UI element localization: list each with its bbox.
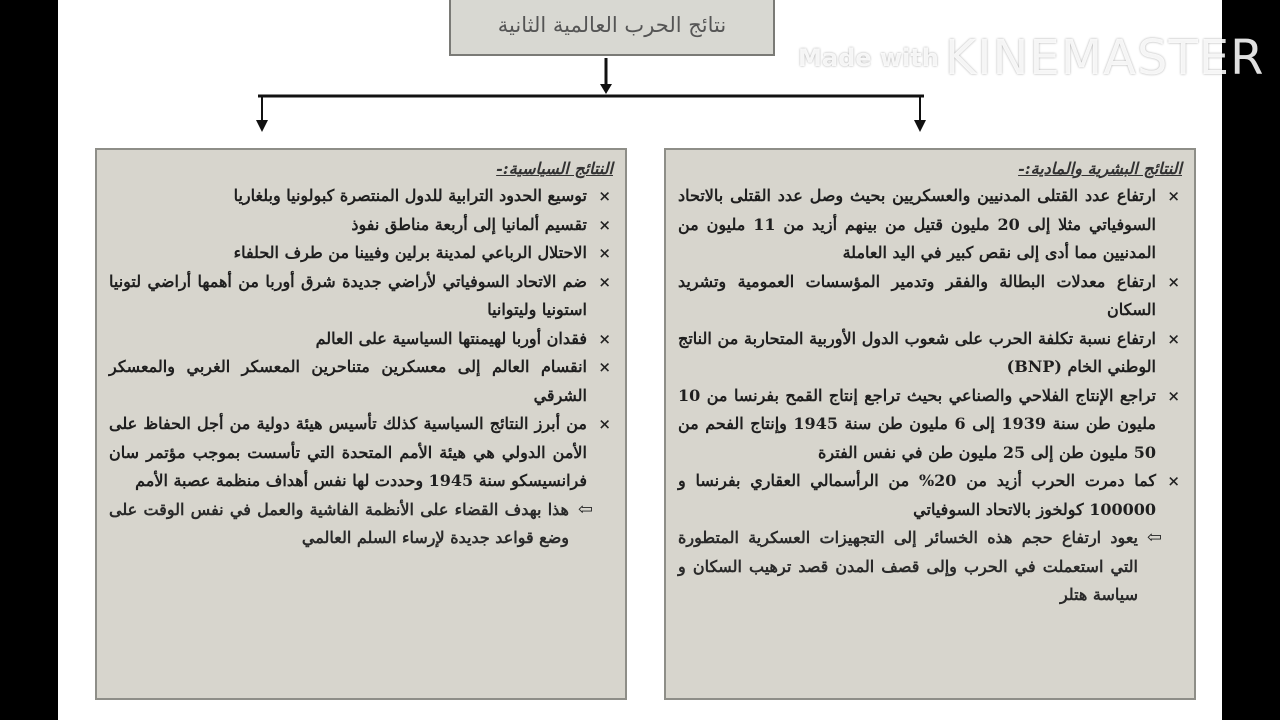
list-item: × فقدان أوربا لهيمنتها السياسية على العالم	[109, 325, 613, 354]
x-bullet-icon: ×	[598, 215, 611, 234]
x-bullet-icon: ×	[598, 272, 611, 291]
document-page	[58, 0, 1222, 720]
list-item: × ارتفاع معدلات البطالة والفقر وتدمير المؤسسات العمومية وتشريد السكان	[678, 268, 1182, 325]
diagram-title: نتائج الحرب العالمية الثانية	[449, 0, 775, 56]
human-material-results-panel	[664, 148, 1196, 700]
list-item: × كما دمرت الحرب أزيد من 20% من الرأسمالي العقاري بفرنسا و 100000 كولخوز بالاتحاد السوفياتي	[678, 467, 1182, 524]
x-bullet-icon: ×	[1167, 329, 1180, 348]
x-bullet-icon: ×	[598, 415, 611, 433]
x-bullet-icon: ×	[1167, 187, 1180, 205]
x-bullet-icon: ×	[1167, 272, 1180, 291]
x-bullet-icon: ×	[598, 187, 611, 205]
watermark-brand: KINEMASTER	[944, 30, 1265, 86]
list-item: × تراجع الإنتاج الفلاحي والصناعي بحيث تراجع إنتاج القمح بفرنسا من 10 مليون طن سنة 1939 إلى 6 مليون طن سنة 1945 وإنتاج الفحم من 50 مليون طن إلى 25 مليون طن في نفس الفترة	[678, 382, 1182, 468]
x-bullet-icon: ×	[1167, 386, 1180, 405]
results-list	[666, 182, 1194, 610]
arrow-note-icon: ⇦	[577, 498, 593, 520]
panel-heading: النتائج السياسية:-	[496, 159, 613, 178]
list-item: × الاحتلال الرباعي لمدينة برلين وفيينا من طرف الحلفاء	[109, 239, 613, 268]
political-results-panel	[95, 148, 627, 700]
list-item: × ارتفاع عدد القتلى المدنيين والعسكريين بحيث وصل عدد القتلى بالاتحاد السوفياتي مثلا إلى 20 مليون قتيل من بينهم أزيد من 11 مليون من المدنيين مما أدى إلى نقص كبير في اليد العاملة	[678, 182, 1182, 268]
list-item: × انقسام العالم إلى معسكرين متناحرين المعسكر الغربي والمعسكر الشرقي	[109, 353, 613, 410]
list-item: × ارتفاع نسبة تكلفة الحرب على شعوب الدول الأوربية المتحاربة من الناتج الوطني الخام (BNP)	[678, 325, 1182, 382]
list-item: × ضم الاتحاد السوفياتي لأراضي جديدة شرق أوربا من أهمها أراضي لتونيا استونيا وليتوانيا	[109, 268, 613, 325]
note-item: ⇦ يعود ارتفاع حجم هذه الخسائر إلى التجهيزات العسكرية المتطورة التي استعملت في الحرب وإلى قصف المدن قصد ترهيب السكان و سياسة هتلر	[678, 524, 1182, 610]
results-list	[97, 182, 625, 553]
list-item: × من أبرز النتائج السياسية كذلك تأسيس هيئة دولية من أجل الحفاظ على الأمن الدولي هي هيئة الأمم المتحدة التي تأسست بموجب مؤتمر سان فرانسيسكو سنة 1945 وحددت لها نفس أهداف منظمة عصبة الأمم	[109, 410, 613, 496]
watermark-prefix: Made with	[798, 44, 939, 72]
x-bullet-icon: ×	[598, 358, 611, 376]
arrow-note-icon: ⇦	[1146, 527, 1162, 548]
list-item: × توسيع الحدود الترابية للدول المنتصرة كبولونيا وبلغاريا	[109, 182, 613, 211]
kinemaster-watermark	[798, 30, 1264, 86]
x-bullet-icon: ×	[598, 244, 611, 262]
x-bullet-icon: ×	[1167, 472, 1180, 490]
panel-heading: النتائج البشرية والمادية:-	[1018, 159, 1182, 178]
note-item: ⇦ هذا بهدف القضاء على الأنظمة الفاشية والعمل في نفس الوقت على وضع قواعد جديدة لإرساء السلم العالمي	[109, 496, 613, 553]
x-bullet-icon: ×	[598, 329, 611, 348]
list-item: × تقسيم ألمانيا إلى أربعة مناطق نفوذ	[109, 211, 613, 240]
